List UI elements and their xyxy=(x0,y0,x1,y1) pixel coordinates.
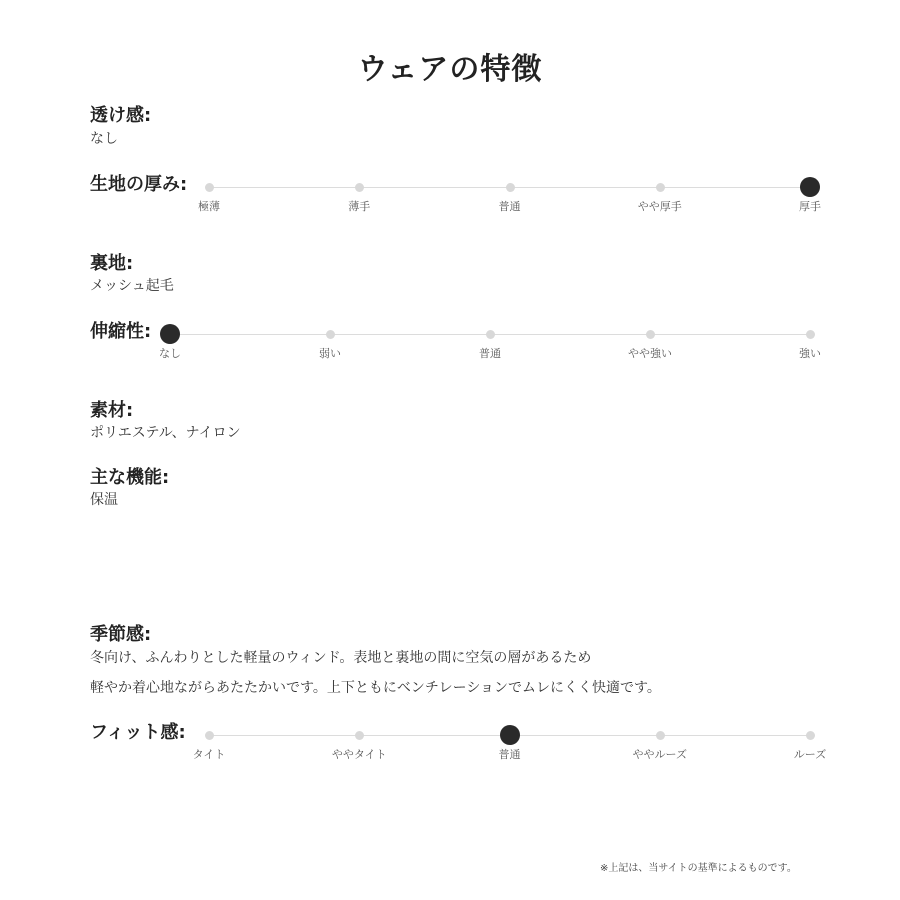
stretch-scale-option-label: 普通 xyxy=(479,347,501,360)
stretch-scale-option-label: 強い xyxy=(799,347,821,360)
lining-value: メッシュ起毛 xyxy=(90,278,174,294)
thickness-scale-dot xyxy=(205,183,214,192)
thickness-scale-option-label: 薄手 xyxy=(348,200,371,213)
fit-scale-dot xyxy=(355,731,364,740)
stretch-scale-option-label: 弱い xyxy=(319,347,341,360)
season-text-line2: 軽やか着心地ながらあたたかいです。上下ともにベンチレーションでムレにくく快適です。 xyxy=(90,680,661,696)
function-value: 保温 xyxy=(90,492,118,508)
function-label: 主な機能: xyxy=(90,467,170,488)
fit-scale-option-label: タイト xyxy=(192,748,226,761)
fit-scale-option-label: ややルーズ xyxy=(632,748,687,761)
lining-label: 裏地: xyxy=(90,253,134,274)
thickness-scale-option-label: やや厚手 xyxy=(637,200,682,213)
fit-scale-option-label: ややタイト xyxy=(331,748,387,761)
stretch-label: 伸縮性: xyxy=(90,321,152,342)
stretch-scale-dot xyxy=(806,330,815,339)
fit-scale-option-label: ルーズ xyxy=(793,748,827,761)
fit-scale-dot xyxy=(205,731,214,740)
thickness-selected-marker xyxy=(800,177,820,197)
stretch-scale-option-label: なし xyxy=(159,347,181,360)
stretch-scale xyxy=(159,325,821,365)
stretch-scale-dot xyxy=(326,330,335,339)
fit-scale-dot xyxy=(806,731,815,740)
fit-scale-option-label: 普通 xyxy=(498,748,521,761)
stretch-scale-option-label: やや強い xyxy=(628,347,672,360)
page-title: ウェアの特徴 xyxy=(357,52,543,87)
stretch-scale-dot xyxy=(486,330,495,339)
thickness-scale-dot xyxy=(506,183,515,192)
thickness-scale-option-label: 厚手 xyxy=(799,200,821,213)
fit-selected-marker xyxy=(500,725,520,745)
thickness-scale-dot xyxy=(656,183,665,192)
season-text-line1: 冬向け、ふんわりとした軽量のウィンド。表地と裏地の間に空気の層があるため xyxy=(90,650,592,666)
thickness-scale xyxy=(198,178,821,218)
fit-scale xyxy=(192,726,827,766)
material-label: 素材: xyxy=(90,400,134,421)
thickness-scale-option-label: 極薄 xyxy=(198,200,220,213)
fit-label: フィット感: xyxy=(90,722,186,743)
sheer-label: 透け感: xyxy=(90,105,152,126)
season-label: 季節感: xyxy=(90,624,152,645)
thickness-scale-option-label: 普通 xyxy=(498,200,521,213)
fit-scale-dot xyxy=(656,731,665,740)
sheer-value: なし xyxy=(90,131,118,147)
stretch-scale-dot xyxy=(646,330,655,339)
material-value: ポリエステル、ナイロン xyxy=(90,425,241,441)
footnote: ※上記は、当サイトの基準によるものです。 xyxy=(600,863,797,874)
thickness-label: 生地の厚み: xyxy=(90,174,188,195)
stretch-selected-marker xyxy=(160,324,180,344)
thickness-scale-dot xyxy=(355,183,364,192)
